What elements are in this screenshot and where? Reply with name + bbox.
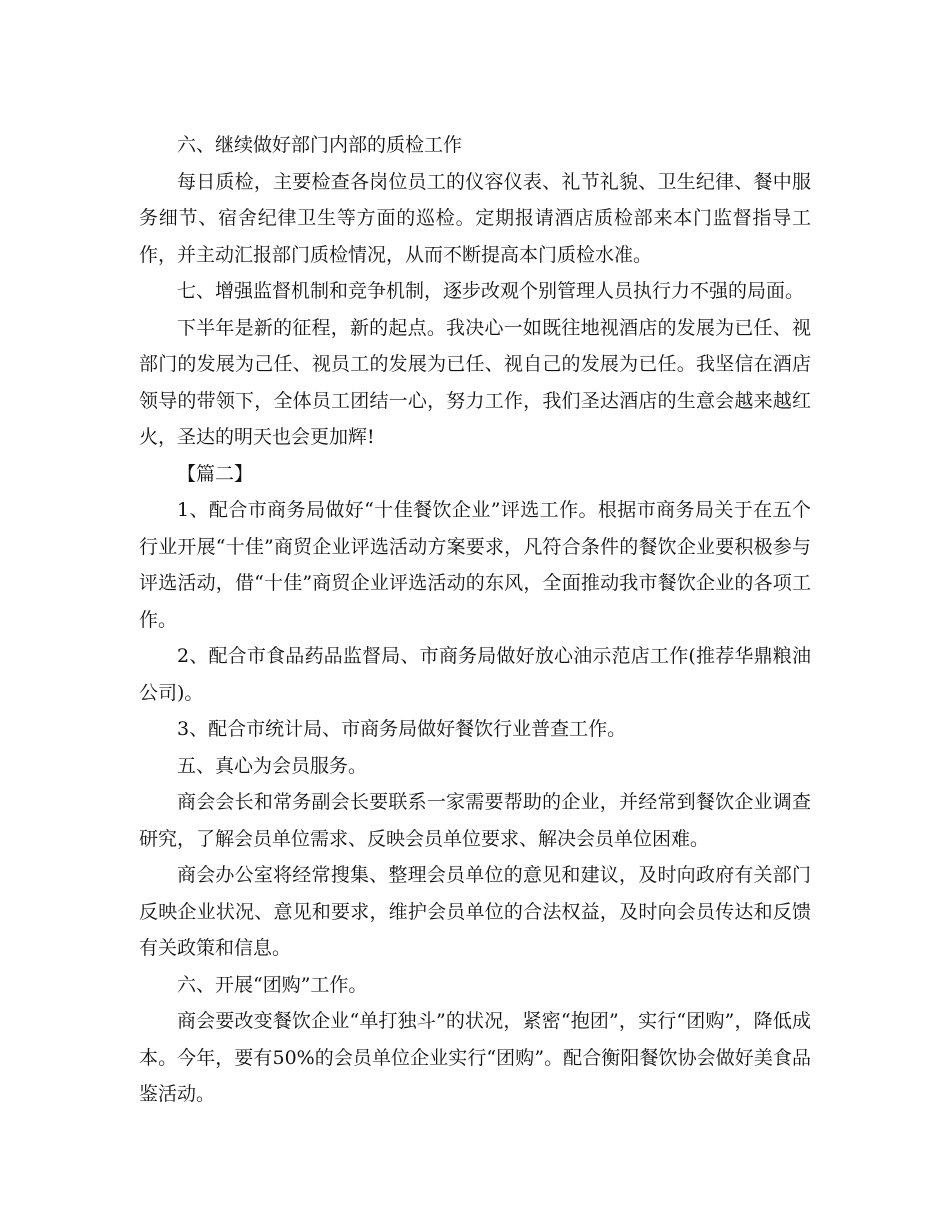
paragraph-chamber-office: 商会办公室将经常搜集、整理会员单位的意见和建议，及时向政府有关部门反映企业状况、意见和要求，维护会员单位的合法权益，及时向会员传达和反馈有关政策和信息。 [139,864,811,959]
paragraph-item-3: 3、配合市统计局、市商务局做好餐饮行业普查工作。 [177,718,627,740]
paragraph-item-2: 2、配合市食品药品监督局、市商务局做好放心油示范店工作(推荐华鼎粮油公司)。 [139,645,811,704]
paragraph-daily-inspection: 每日质检，主要检查各岗位员工的仪容仪表、礼节礼貌、卫生纪律、餐中服务细节、宿舍纪律卫生等方面的巡检。定期报请酒店质检部来本门监督指导工作，并主动汇报部门质检情况，从而不断提高本门质检水准。 [139,170,811,266]
document-body [139,127,811,1113]
section-heading-member-service: 五、真心为会员服务。 [177,754,368,777]
part-two-heading: 【篇二】 [177,462,254,485]
paragraph-second-half-year: 下半年是新的征程，新的起点。我决心一如既往地视酒店的发展为已任、视部门的发展为己任、视员工的发展为已任、视自己的发展为已任。我坚信在酒店领导的带领下，全体员工团结一心，努力工作，我们圣达酒店的生意会越来越红火，圣达的明天也会更加辉! [139,316,811,448]
section-heading-supervision: 七、增强监督机制和竞争机制，逐步改观个别管理人员执行力不强的局面。 [177,280,805,302]
paragraph-chamber-leaders: 商会会长和常务副会长要联系一家需要帮助的企业，并经常到餐饮企业调查研究，了解会员单位需求、反映会员单位要求、解决会员单位困难。 [139,791,811,850]
section-heading-group-buying: 六、开展“团购”工作。 [177,973,368,996]
section-heading-quality-check: 六、继续做好部门内部的质检工作 [177,134,463,156]
paragraph-group-buying: 商会要改变餐饮企业“单打独斗”的状况，紧密“抱团”，实行“团购”，降低成本。今年，要有50%的会员单位企业实行“团购”。配合衡阳餐饮协会做好美食品鉴活动。 [139,1010,811,1105]
paragraph-item-1: 1、配合市商务局做好“十佳餐饮企业”评选工作。根据市商务局关于在五个行业开展“十佳”商贸企业评选活动方案要求，凡符合条件的餐饮企业要积极参与评选活动，借“十佳”商贸企业评选活动的东风，全面推动我市餐饮企业的各项工作。 [139,499,811,631]
